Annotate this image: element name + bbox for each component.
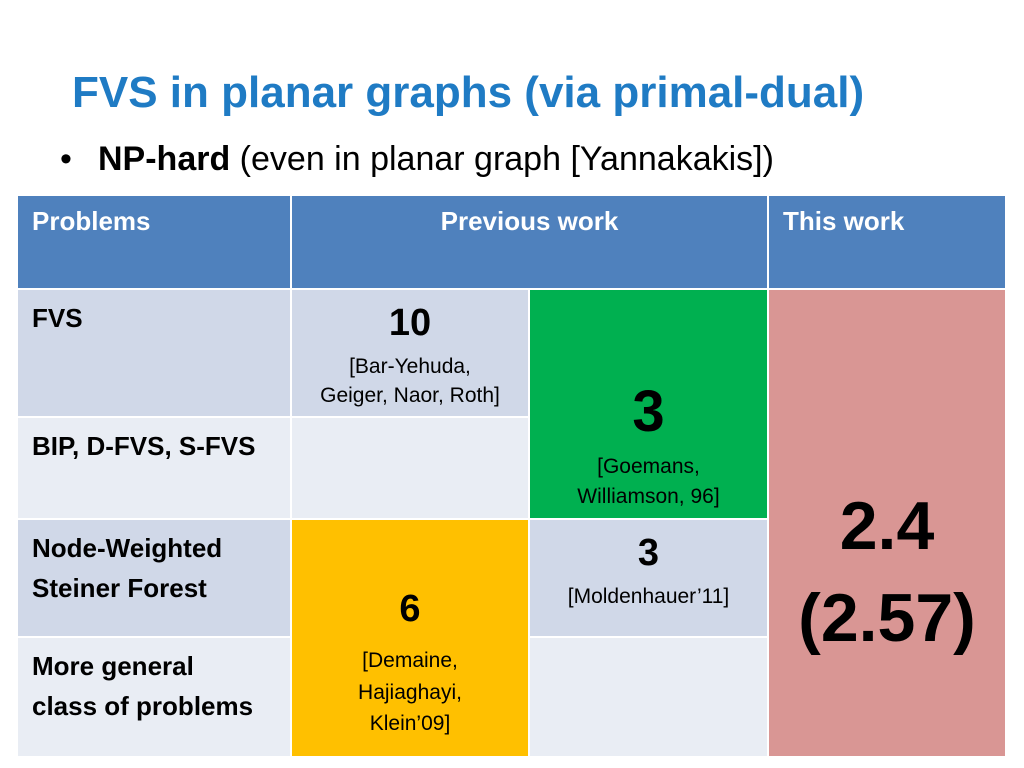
this-work-value: 2.4 xyxy=(839,488,935,564)
cell-bar-yehuda xyxy=(292,290,530,418)
row-label-bip-text: BIP, D-FVS, S-FVS xyxy=(32,431,256,461)
header-problems xyxy=(18,196,292,290)
bullet-rest-text: (even in planar graph [Yannakakis]) xyxy=(230,140,774,178)
row-label-general-line2: class of problems xyxy=(32,691,254,721)
row-label-fvs-text: FVS xyxy=(32,303,83,333)
goemans-value: 3 xyxy=(632,379,665,444)
cell-moldenhauer xyxy=(530,520,769,638)
demaine-cite-line3: Klein’09] xyxy=(369,712,451,735)
goemans-cite-line2: Williamson, 96] xyxy=(577,485,720,508)
this-work-value-secondary: (2.57) xyxy=(798,580,976,656)
row-label-general xyxy=(18,638,292,758)
header-this-label: This work xyxy=(783,206,905,236)
bullet-bold-text: NP-hard xyxy=(98,140,231,178)
goemans-cite-line1: [Goemans, xyxy=(597,455,700,478)
row-label-fvs xyxy=(18,290,292,418)
cell-this-work xyxy=(769,290,1007,758)
header-problems-label: Problems xyxy=(32,206,151,236)
row-label-general-text xyxy=(32,646,253,726)
header-previous-label: Previous work xyxy=(440,206,619,236)
demaine-cite-line2: Hajiaghayi, xyxy=(358,681,462,704)
bar-yehuda-cite-line1: [Bar-Yehuda, xyxy=(349,355,471,378)
header-previous-work xyxy=(292,196,769,290)
row-label-general-line1: More general xyxy=(32,651,194,681)
bar-yehuda-value: 10 xyxy=(388,302,432,344)
demaine-cite-line1: [Demaine, xyxy=(362,649,458,672)
moldenhauer-cite: [Moldenhauer’11] xyxy=(567,585,730,608)
bar-yehuda-cite-line2: Geiger, Naor, Roth] xyxy=(320,384,500,407)
bullet-icon: • xyxy=(60,140,72,178)
row-label-nwsf-line2: Steiner Forest xyxy=(32,573,207,603)
slide-title: FVS in planar graphs (via primal-dual) xyxy=(72,68,865,117)
row-label-nwsf-text xyxy=(32,528,222,608)
row-label-nwsf xyxy=(18,520,292,638)
header-this-work xyxy=(769,196,1007,290)
cell-goemans xyxy=(530,290,769,520)
row-label-bip xyxy=(18,418,292,520)
cell-empty-general-b xyxy=(530,638,769,758)
row-label-nwsf-line1: Node-Weighted xyxy=(32,533,223,563)
moldenhauer-value: 3 xyxy=(637,532,660,574)
demaine-value: 6 xyxy=(399,588,421,630)
bullet-np-hard xyxy=(60,140,774,179)
cell-demaine xyxy=(292,520,530,758)
cell-empty-bip-a xyxy=(292,418,530,520)
